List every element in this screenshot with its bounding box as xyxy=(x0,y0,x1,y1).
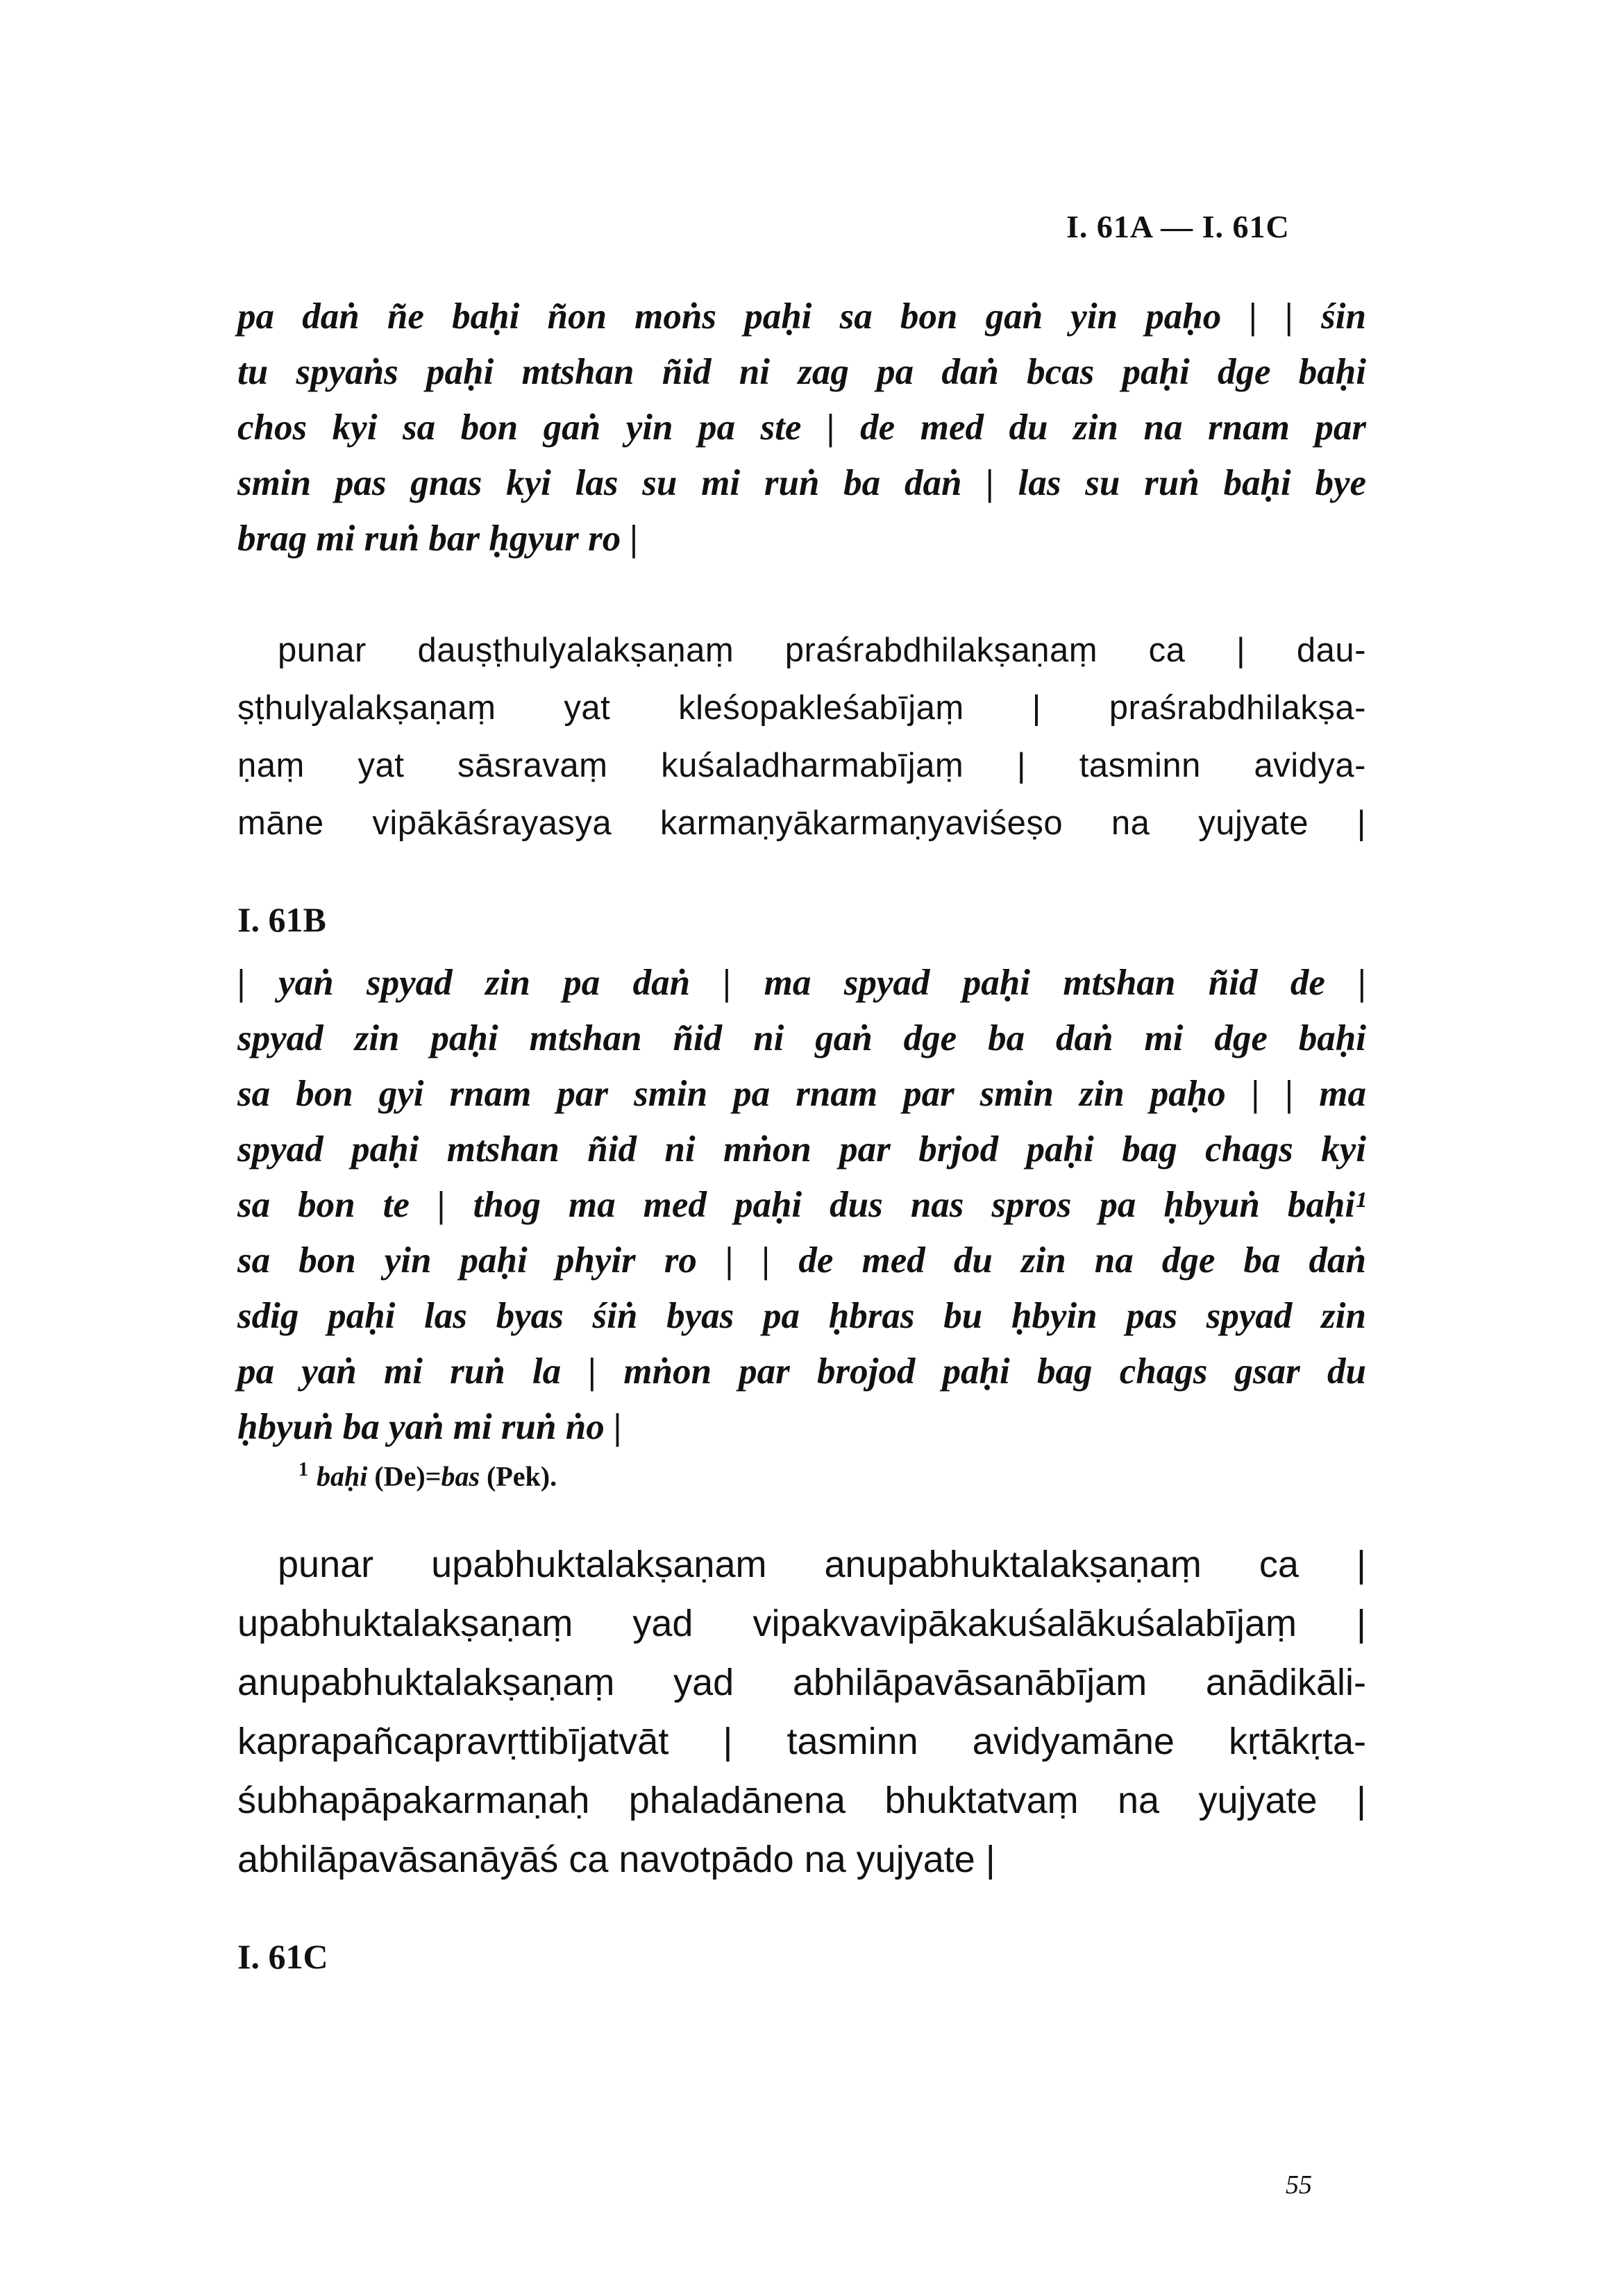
footnote-word: baḥi xyxy=(317,1460,368,1492)
text-line: śubhapāpakarmaṇaḥ phaladānena bhuktatvaṃ na yujyate | xyxy=(237,1780,1366,1821)
text-line: tu spyaṅs paḥi mtshan ñid ni zag pa daṅ bcas paḥi dge baḥi xyxy=(237,352,1366,392)
text-line: ḥbyuṅ ba yaṅ mi ruṅ ṅo | xyxy=(237,1407,622,1447)
footnote-source: (Pek). xyxy=(480,1460,557,1492)
text-line: punar dauṣṭhulyalakṣaṇaṃ praśrabdhilakṣaṇaṃ ca | dau- xyxy=(278,632,1366,669)
text-line: abhilāpavāsanāyāś ca navotpādo na yujyate | xyxy=(237,1839,995,1880)
text-line: chos kyi sa bon gaṅ yin pa ste | de med du zin na rnam par xyxy=(237,407,1366,448)
text-line: smin pas gnas kyi las su mi ruṅ ba daṅ | las su ruṅ baḥi bye xyxy=(237,463,1366,503)
text-line: māne vipākāśrayasya karmaṇyākarmaṇyaviśeṣo na yujyate | xyxy=(237,804,1366,842)
footnote-mark: 1 xyxy=(298,1459,308,1480)
text-line: | yaṅ spyad zin pa daṅ | ma spyad paḥi mtshan ñid de | xyxy=(237,963,1366,1003)
text-line: upabhuktalakṣaṇaṃ yad vipakvavipākakuśalākuśalabījaṃ | xyxy=(237,1603,1366,1644)
text-line: brag mi ruṅ bar ḥgyur ro | xyxy=(237,518,639,559)
footnote xyxy=(298,1459,557,1492)
section-heading-61c: I. 61C xyxy=(237,1937,328,1976)
running-head: I. 61A — I. 61C xyxy=(1066,209,1290,244)
section-heading-61b: I. 61B xyxy=(237,900,326,939)
tibetan-passage-61a xyxy=(237,289,1366,566)
sanskrit-passage-61b xyxy=(237,1535,1366,1889)
text-line: ṇaṃ yat sāsravaṃ kuśaladharmabījaṃ | tasminn avidya- xyxy=(237,747,1366,784)
text-line: pa daṅ ñe baḥi ñon moṅs paḥi sa bon gaṅ yin paḥo | | śin xyxy=(237,296,1366,337)
text-line: punar upabhuktalakṣaṇam anupabhuktalakṣaṇaṃ ca | xyxy=(278,1544,1366,1585)
tibetan-passage-61b xyxy=(237,955,1366,1455)
text-line: sa bon gyi rnam par smin pa rnam par smin zin paḥo | | ma xyxy=(237,1074,1366,1114)
text-line: pa yaṅ mi ruṅ la | mṅon par brojod paḥi bag chags gsar du xyxy=(237,1351,1366,1392)
text-line: sdig paḥi las byas śiṅ byas pa ḥbras bu ḥbyin pas spyad zin xyxy=(237,1296,1366,1336)
sanskrit-passage-61a xyxy=(237,622,1366,852)
text-line: sa bon yin paḥi phyir ro | | de med du zin na dge ba daṅ xyxy=(237,1240,1366,1281)
text-line: spyad zin paḥi mtshan ñid ni gaṅ dge ba daṅ mi dge baḥi xyxy=(237,1018,1366,1058)
text-line: ṣṭhulyalakṣaṇaṃ yat kleśopakleśabījaṃ | praśrabdhilakṣa- xyxy=(237,689,1366,727)
text-line: spyad paḥi mtshan ñid ni mṅon par brjod paḥi bag chags kyi xyxy=(237,1129,1366,1170)
text-line: kaprapañcapravṛttibījatvāt | tasminn avidyamāne kṛtākṛta- xyxy=(237,1721,1366,1762)
page-number: 55 xyxy=(1286,2170,1312,2200)
text-line: sa bon te | thog ma med paḥi dus nas spros pa ḥbyuṅ baḥi¹ xyxy=(237,1185,1366,1225)
footnote-text: (De)= xyxy=(367,1460,442,1492)
text-line: anupabhuktalakṣaṇaṃ yad abhilāpavāsanābījam anādikāli- xyxy=(237,1662,1366,1703)
footnote-word-variant: bas xyxy=(441,1460,480,1492)
